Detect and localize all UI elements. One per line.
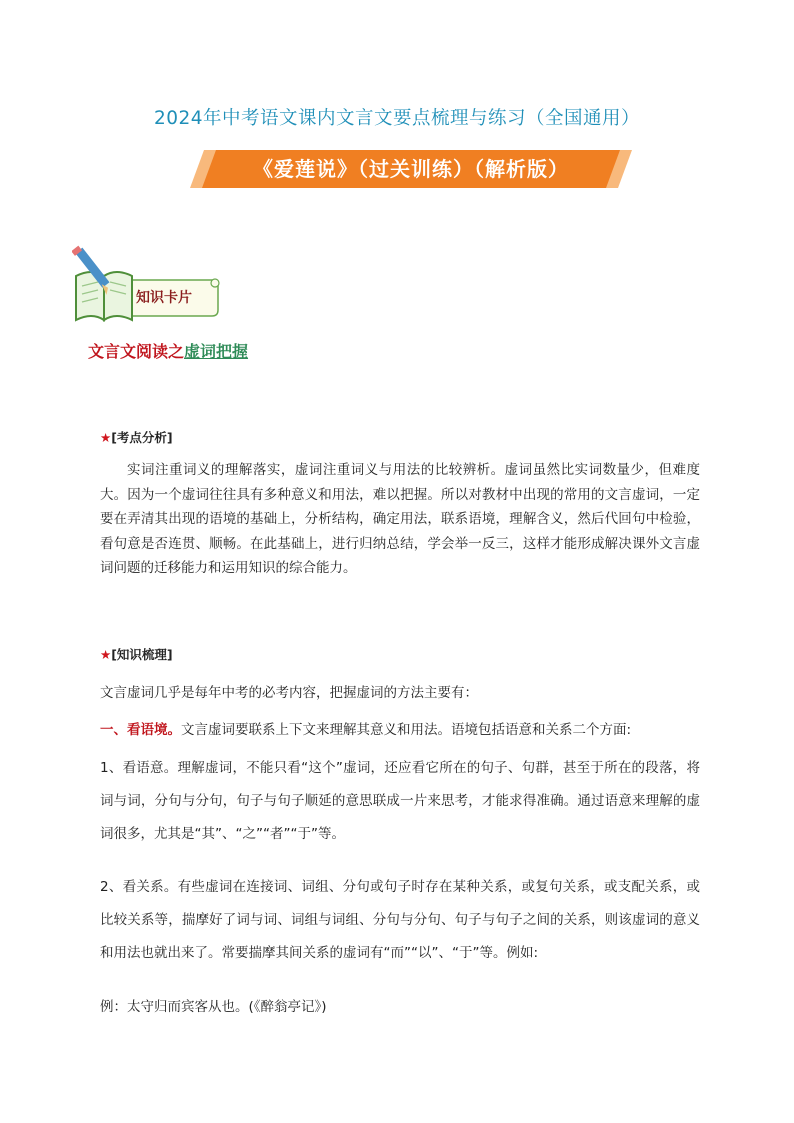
point-one-label: 一、看语境。 [100,722,181,738]
summary-heading: ★[知识梳理] [100,647,173,662]
card-label: 知识卡片 [136,290,192,306]
analysis-heading: ★[考点分析] [100,430,173,445]
star-icon: ★ [100,430,112,445]
title-banner [190,150,632,188]
example-line: 例：太守归而宾客从也。(《醉翁亭记》) [100,999,327,1015]
book-pencil-icon [72,238,222,328]
section-heading [88,339,248,362]
page-title: 2024年中考语文课内文言文要点梳理与练习（全国通用） [153,108,641,129]
banner-title: 《爱莲说》（过关训练）（解析版） [253,157,569,181]
star-icon: ★ [100,647,112,662]
analysis-paragraph: 实词注重词义的理解落实，虚词注重词义与用法的比较辨析。虚词虽然比实词数量少，但难度大。因为一个虚词往往具有多种意义和用法，难以把握。所以对教材中出现的常用的文言虚词，一定要在弄清其出现的语境的基础上，分析结构，确定用法，联系语境，理解含义，然后代回句中检验，看句意是否连贯、顺畅。在此基础上，进行归纳总结，学会举一反三，这样才能形成解决课外文言虚词问题的迁移能力和运用知识的综合能力。 [100,462,700,576]
point-one-text: 文言虚词要联系上下文来理解其意义和用法。语境包括语意和关系二个方面: [181,722,632,738]
item-one: 1、看语意。理解虚词，不能只看“这个”虚词，还应看它所在的句子、句群，甚至于所在的段落，将词与词，分句与分句，句子与句子顺延的意思联成一片来思考，才能求得准确。通过语意来理解的虚词很多，尤其是“其”、“之”“者”“于”等。 [100,760,700,842]
knowledge-card-badge [72,238,222,328]
point-one [100,718,631,738]
item-two: 2、看关系。有些虚词在连接词、词组、分句或句子时存在某种关系，或复句关系，或支配关系，或比较关系等，揣摩好了词与词、词组与词组、分句与分句、句子与句子之间的关系，则该虚词的意义和用法也就出来了。常要揣摩其间关系的虚词有“而”“以”、“于”等。例如: [100,879,700,961]
intro-line: 文言虚词几乎是每年中考的必考内容，把握虚词的方法主要有： [100,685,478,701]
section-emphasis: 虚词把握 [184,342,249,361]
section-prefix: 文言文阅读之 [88,342,185,361]
